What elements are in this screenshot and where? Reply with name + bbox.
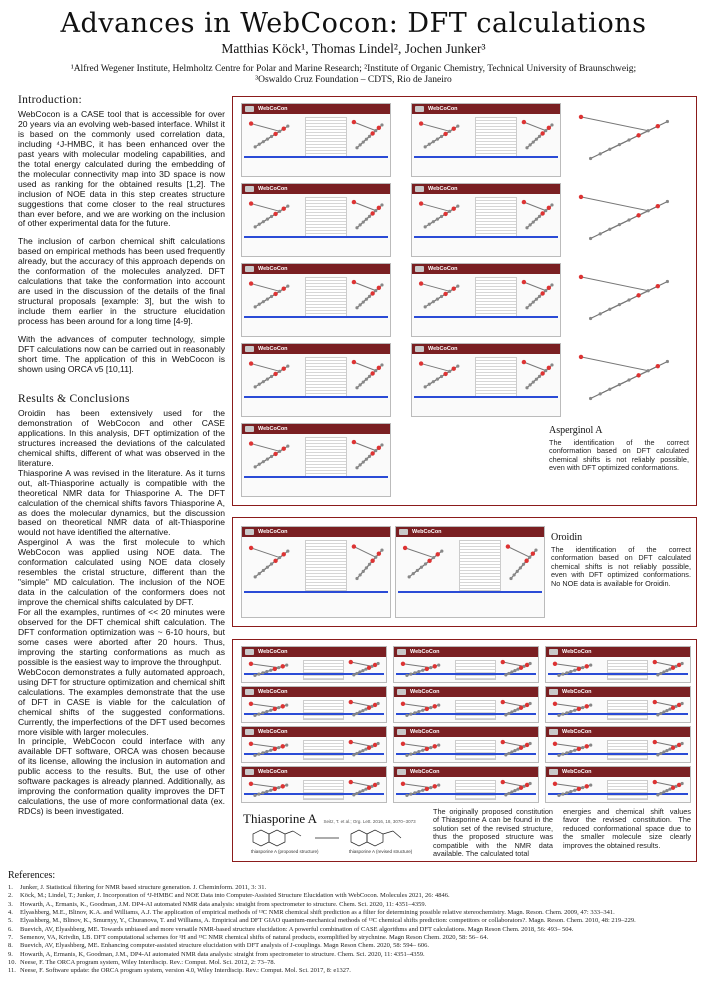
asperginol-molecule [569, 347, 689, 418]
app-title-bar [412, 344, 560, 354]
thiasporine-title: Thiasporine A [243, 811, 318, 826]
shift-table [455, 700, 496, 720]
webcocon-screenshot [545, 646, 691, 683]
molecule-3d-render [246, 781, 296, 800]
webcocon-screenshot [545, 726, 691, 763]
app-title-bar [394, 687, 538, 697]
results-heading: Results & Conclusions [18, 393, 130, 405]
shift-table [455, 740, 496, 760]
app-title-bar [242, 687, 386, 697]
references-heading: References: [8, 870, 56, 881]
app-label: WebCoCon [410, 729, 440, 735]
app-title-bar [242, 647, 386, 657]
app-title-bar [242, 344, 390, 354]
asperginol-molecule [569, 187, 689, 258]
molecule-3d-render [347, 659, 385, 679]
webcocon-screenshot [393, 726, 539, 763]
molecule-3d-render [246, 278, 297, 315]
introduction-paragraph: WebCocon is a CASE tool that is accessible for over 20 years via an evolving web-based interface. Whilst it is based on the commonly used correlation data, including ⁴J-HMBC, it has been enhanced over the past years with molecular modeling capabilities, and the total energy calculated during the embedding of the molecular connectivity map into 3D space is now used as ranking for the obtained results [1,2]. The inclusion of NOE data in this step creates structure suggestions that come closer to the real structures than ever before, and we are working on the inclusion of other experimental data for the future. [18, 109, 225, 229]
reference-text: Semenov, VA, Krivdin, LB. DFT computational schemes for ¹H and ¹³C NMR chemical shifts of natural products, exemplified by strychnine. Magn Reson Chem. 2020, 58: 56– 64. [20, 934, 489, 942]
app-label: WebCoCon [410, 689, 440, 695]
app-label: WebCoCon [258, 106, 288, 112]
app-label: WebCoCon [562, 769, 592, 775]
shift-table [303, 700, 344, 720]
reference-item [8, 934, 698, 942]
oroidin-panel [232, 517, 697, 627]
molecule-3d-render [246, 701, 296, 720]
reference-number: 8. [8, 942, 13, 950]
molecule-3d-render [499, 739, 537, 759]
oroidin-title: Oroidin [551, 532, 583, 543]
shift-table [303, 780, 344, 800]
webcocon-screenshot [241, 526, 391, 618]
asperginol-molecule [569, 107, 689, 178]
reference-item [8, 951, 698, 959]
reference-text: Buevich, AV, Elyashberg, ME. Enhancing computer-assisted structure elucidation with DFT analysis of J-couplings. Magn Reson Chem. 2020, 58: 594– 606. [20, 942, 430, 950]
webcocon-screenshot [393, 646, 539, 683]
app-label: WebCoCon [258, 426, 288, 432]
shift-table [607, 740, 648, 760]
shift-table [475, 277, 517, 318]
reference-number: 6. [8, 925, 13, 933]
molecule-3d-render [569, 107, 689, 173]
thiasporine-caption-left: The originally proposed constitution of Thiasporine A can be found in the solution set of the revised structure, thus the proposed structure was compatible with the NMR data available. The calculated total [433, 807, 553, 859]
app-logo-icon [415, 186, 424, 192]
thiasporine-structures [243, 828, 423, 860]
molecule-3d-render [400, 541, 451, 587]
shift-table [305, 540, 347, 591]
revised-structure-label: thiasporine A (revised structure) [349, 849, 413, 854]
webcocon-screenshot [241, 646, 387, 683]
reference-item [8, 884, 698, 892]
thiasporine-caption-right: energies and chemical shift values favor the revised constitution. The reduced conformational space due to the smaller molecule size clearly improves the obtained results. [563, 807, 691, 850]
molecule-3d-render [569, 347, 689, 413]
affiliations [18, 64, 689, 85]
app-logo-icon [245, 769, 254, 775]
app-title-bar [242, 424, 390, 434]
shift-table [607, 780, 648, 800]
app-title-bar [394, 767, 538, 777]
results-paragraph: Thiasporine A was revised in the literature. As it turns out, alt-Thiasporine actually is compatible with the theoretical NMR data for Thiasporine A. The DFT calculation of the chemical shifts favors Thiasporine A, as does the molecular dynamics, but the discussion based on theoretical NMR data of alt-Thiasporine would not have identified the alternative. [18, 467, 225, 538]
webcocon-screenshot [545, 686, 691, 723]
molecule-3d-render [499, 659, 537, 679]
app-logo-icon [245, 689, 254, 695]
molecule-3d-render [499, 699, 537, 719]
webcocon-screenshot [241, 103, 391, 177]
introduction-paragraph: The inclusion of carbon chemical shift calculations based on empirical methods has been used frequently already, but the accuracy of this approach depends on the conformation of the molecules analyzed. DFT calculations that take the conformation into account are used in the discussion of the details of the final structural proposals [example: 3], but the wish to include them earlier in the structure elucidation process has been around for a long time [4-9]. [18, 236, 225, 327]
app-label: WebCoCon [258, 689, 288, 695]
molecule-3d-render [398, 661, 448, 680]
affiliations-line-2: ³Oswaldo Cruz Foundation – CDTS, Rio de Janeiro [255, 74, 452, 85]
webcocon-screenshot [411, 263, 561, 337]
app-label: WebCoCon [258, 729, 288, 735]
shift-table [459, 540, 501, 591]
app-logo-icon [415, 106, 424, 112]
molecule-3d-render [398, 741, 448, 760]
asperginol-title: Asperginol A [549, 425, 603, 436]
reference-item [8, 967, 698, 975]
app-title-bar [394, 647, 538, 657]
reference-item [8, 942, 698, 950]
app-logo-icon [397, 769, 406, 775]
molecule-3d-render [350, 116, 389, 157]
reference-number: 11. [8, 967, 16, 975]
webcocon-screenshot [545, 766, 691, 803]
reference-item [8, 959, 698, 967]
reference-text: Köck, M.; Lindel, T.; Junker, J. Incorporation of ⁴J-HMBC and NOE Data into Computer-Assisted Structure Elucidation with WebCocon. Molecules 2021, 26: 4846. [20, 892, 450, 900]
webcocon-screenshot [393, 766, 539, 803]
shift-table [455, 780, 496, 800]
app-title-bar [546, 767, 690, 777]
molecule-3d-render [520, 356, 559, 397]
molecule-3d-render [246, 661, 296, 680]
oroidin-caption-block [551, 532, 691, 588]
molecule-3d-render [246, 741, 296, 760]
reference-item [8, 909, 698, 917]
shift-table [303, 740, 344, 760]
app-label: WebCoCon [410, 649, 440, 655]
app-title-bar [396, 527, 544, 537]
webcocon-screenshot [393, 686, 539, 723]
reference-item [8, 892, 698, 900]
reference-number: 3. [8, 900, 13, 908]
webcocon-screenshot [241, 726, 387, 763]
thiasporine-title-block [243, 810, 419, 828]
molecule-3d-render [350, 196, 389, 237]
molecule-3d-render [550, 701, 600, 720]
molecule-3d-render [350, 539, 389, 590]
app-label: WebCoCon [562, 689, 592, 695]
molecule-3d-render [550, 781, 600, 800]
app-logo-icon [245, 426, 254, 432]
molecule-3d-render [246, 541, 297, 587]
app-logo-icon [245, 346, 254, 352]
app-title-bar [242, 184, 390, 194]
reference-item [8, 901, 698, 909]
molecule-3d-render [347, 779, 385, 799]
app-title-bar [242, 727, 386, 737]
app-label: WebCoCon [428, 346, 458, 352]
shift-table [303, 660, 344, 680]
reference-text: Elyashberg, M.E., Blinov, K.A. and Williams, A.J. The application of empirical methods of ¹³C NMR chemical shift prediction as a filter for determining possible relative stereochemistry. Magn. Reson. Chem. 2009, 47: 333–341. [20, 909, 615, 917]
app-logo-icon [549, 769, 558, 775]
app-label: WebCoCon [428, 186, 458, 192]
thiasporine-panel [232, 639, 697, 862]
app-label: WebCoCon [258, 266, 288, 272]
webcocon-screenshot [241, 686, 387, 723]
molecule-3d-render [569, 187, 689, 253]
introduction-heading: Introduction: [18, 94, 82, 106]
asperginol-caption: The identification of the correct conformation based on DFT calculated chemical shifts is not reliably possible, even with DFT optimized conformations. [549, 438, 689, 473]
webcocon-screenshot [411, 103, 561, 177]
reference-text: Elyashberg, M., Blinov, K., Smurnyy, Y., Churanova, T. and Williams, A. Empirical and DFT GIAO quantum-mechanical methods of ¹³C chemical shifts prediction: competitors or collaborators?. Magn. Reson. Chem. 2010, 48: 219–229. [20, 917, 636, 925]
app-logo-icon [397, 649, 406, 655]
app-logo-icon [245, 266, 254, 272]
shift-table [475, 117, 517, 158]
molecule-3d-render [416, 118, 467, 155]
molecule-3d-render [347, 699, 385, 719]
results-paragraph: WebCocon demonstrates a fully automated approach, using DFT for structure optimization and chemical shift calculations. The examples demonstrate that the use of DFT in CASE is viable for the calculation of chemical shifts of the suggested conformations. Currently, the imperfections of the DFT used becomes more visible with larger molecules. [18, 666, 225, 737]
poster-title: Advances in WebCocon: DFT calculations [60, 8, 647, 39]
thiasporine-citation: Seitz, T. et al.; Org. Lett. 2016, 18, 3070−3073 [323, 819, 416, 824]
app-logo-icon [397, 729, 406, 735]
reference-text: Howarth, A., Ermanis, K., Goodman, J.M. DP4-AI automated NMR data analysis: straight from spectrometer to structure. Chem. Sci. 2020, 11: 4351–4359. [20, 900, 427, 908]
webcocon-screenshot [241, 766, 387, 803]
webcocon-screenshot [395, 526, 545, 618]
author-list: Matthias Köck¹, Thomas Lindel², Jochen Junker³ [221, 41, 486, 56]
app-label: WebCoCon [562, 729, 592, 735]
molecule-3d-render [398, 781, 448, 800]
app-label: WebCoCon [412, 529, 442, 535]
molecule-3d-render [520, 276, 559, 317]
molecule-3d-render [550, 661, 600, 680]
app-title-bar [546, 687, 690, 697]
molecule-3d-render [651, 739, 689, 759]
shift-table [305, 437, 347, 478]
shift-table [607, 700, 648, 720]
asperginol-panel [232, 96, 697, 506]
reference-number: 5. [8, 917, 13, 925]
webcocon-screenshot [411, 343, 561, 417]
app-title-bar [242, 527, 390, 537]
reference-text: Buevich, AV, Elyashberg, ME. Towards unbiased and more versatile NMR-based structure elucidation: A powerful combination of CASE algorithms and DFT calculations. Magn Reson Chem. 2018, 56: 493– 504. [20, 925, 574, 933]
app-logo-icon [245, 649, 254, 655]
webcocon-screenshot [241, 263, 391, 337]
results-paragraph: In principle, WebCocon could interface with any available DFT software, ORCA was chosen because of its license, allowing the inclusion in automation and public access to the results. But, the use of other software packages is already planned. Additionally, as improving the conformation quality improves the DFT calculations, the use of more conformational data (ex. RDCs) is been investigated. [18, 736, 225, 817]
app-logo-icon [415, 266, 424, 272]
molecule-3d-render [246, 438, 297, 475]
molecule-3d-render [416, 278, 467, 315]
molecule-3d-render [416, 198, 467, 235]
reference-item [8, 926, 698, 934]
molecule-3d-render [246, 118, 297, 155]
molecule-3d-render [651, 659, 689, 679]
app-title-bar [412, 104, 560, 114]
shift-table [305, 357, 347, 398]
asperginol-caption-block [549, 425, 689, 473]
app-logo-icon [245, 729, 254, 735]
app-title-bar [242, 767, 386, 777]
results-paragraph: Oroidin has been extensively used for the demonstration of WebCocon and other CASE applications. In this analysis, DFT optimization of the structures increased the deviations of the calculated chemical shifts, different of what was observed in the literature. [18, 408, 225, 468]
webcocon-screenshot [241, 343, 391, 417]
app-logo-icon [397, 689, 406, 695]
molecule-3d-render [416, 358, 467, 395]
oroidin-caption: The identification of the correct conformation based on DFT calculated chemical shifts is not reliably possible, even with DFT optimized conformations. No NOE data is available for Oroidin. [551, 545, 691, 588]
reference-list [8, 884, 698, 976]
app-title-bar [412, 184, 560, 194]
molecule-3d-render [569, 267, 689, 333]
shift-table [305, 277, 347, 318]
molecule-3d-render [550, 741, 600, 760]
app-logo-icon [245, 186, 254, 192]
app-label: WebCoCon [410, 769, 440, 775]
reference-number: 9. [8, 950, 13, 958]
app-label: WebCoCon [258, 649, 288, 655]
shift-table [305, 117, 347, 158]
proposed-structure-drawing [253, 830, 301, 846]
results-paragraph: For all the examples, runtimes of << 20 minutes were observed for the DFT chemical shift calculation. The DFT conformation optimization was ~ 6-10 hours, but some cases were aborted after 20 hours. Thus, improving the starting conformations as much as possible is the easiest way to improve the throughput. [18, 607, 225, 667]
reference-number: 4. [8, 909, 13, 917]
molecule-3d-render [398, 701, 448, 720]
reference-number: 2. [8, 892, 13, 900]
molecule-3d-render [347, 739, 385, 759]
app-logo-icon [549, 729, 558, 735]
shift-table [305, 197, 347, 238]
webcocon-screenshot [241, 183, 391, 257]
app-logo-icon [549, 689, 558, 695]
app-label: WebCoCon [428, 106, 458, 112]
shift-table [475, 197, 517, 238]
molecule-3d-render [651, 779, 689, 799]
shift-table [607, 660, 648, 680]
webcocon-screenshot [241, 423, 391, 497]
app-label: WebCoCon [428, 266, 458, 272]
reference-text: Neese, F. Software update: the ORCA program system, version 4.0, Wiley Interdiscip. Rev.: Comput. Mol. Sci. 2017, 8: e1327. [20, 967, 351, 975]
app-logo-icon [399, 529, 408, 535]
asperginol-molecule [569, 267, 689, 338]
revised-structure-drawing [351, 830, 401, 846]
shift-table [455, 660, 496, 680]
molecule-3d-render [499, 779, 537, 799]
affiliations-line-1: ¹Alfred Wegener Institute, Helmholtz Centre for Polar and Marine Research; ²Institute of Organic Chemistry, Technical University of Braunschweig; [70, 64, 637, 74]
app-logo-icon [245, 106, 254, 112]
introduction-text [18, 110, 225, 383]
molecule-3d-render [246, 198, 297, 235]
reference-number: 7. [8, 934, 13, 942]
reference-number: 10. [8, 959, 17, 967]
webcocon-screenshot [411, 183, 561, 257]
molecule-3d-render [350, 436, 389, 477]
introduction-paragraph: With the advances of computer technology, simple DFT calculations now can be carried out in reasonably short time. The application of this in WebCocon is shown using ORCA v5 [10,11]. [18, 334, 225, 374]
app-label: WebCoCon [258, 186, 288, 192]
app-title-bar [546, 647, 690, 657]
results-paragraph: Asperginol A was the first molecule to which WebCocon was applied using NOE data. The conformation calculated using NOE data closely resembles the cristal structure, different than the "simple" MD calculation. The inclusion of the NOE data in the calculation of the conformers does not improve the chemical shifts calculated by DFT. [18, 537, 225, 608]
reference-item [8, 917, 698, 925]
app-title-bar [242, 264, 390, 274]
app-title-bar [546, 727, 690, 737]
shift-table [475, 357, 517, 398]
reference-text: Howarth, A, Ermanis, K, Goodman, J.M., DP4-AI automated NMR data analysis: straight from spectrometer to structure. Chem. Sci. 2020, 11: 4351–4359. [20, 950, 425, 958]
app-logo-icon [549, 649, 558, 655]
app-label: WebCoCon [258, 769, 288, 775]
molecule-3d-render [520, 196, 559, 237]
app-title-bar [412, 264, 560, 274]
molecule-3d-render [504, 539, 543, 590]
app-logo-icon [415, 346, 424, 352]
app-label: WebCoCon [258, 346, 288, 352]
app-label: WebCoCon [258, 529, 288, 535]
molecule-3d-render [246, 358, 297, 395]
proposed-structure-label: thiasporine A (proposed structure) [251, 849, 319, 854]
molecule-3d-render [651, 699, 689, 719]
app-title-bar [394, 727, 538, 737]
reference-number: 1. [8, 884, 13, 891]
reference-text: Junker, J. Statistical filtering for NMR based structure generation. J. Cheminform. 2011, 3: 31. [20, 884, 267, 891]
molecule-3d-render [350, 276, 389, 317]
molecule-3d-render [350, 356, 389, 397]
app-label: WebCoCon [562, 649, 592, 655]
app-logo-icon [245, 529, 254, 535]
molecule-3d-render [520, 116, 559, 157]
reference-text: Neese, F. The ORCA program system, Wiley Interdiscip. Rev.: Comput. Mol. Sci. 2012, 2: 73–78. [20, 959, 276, 967]
app-title-bar [242, 104, 390, 114]
results-text [18, 409, 225, 817]
